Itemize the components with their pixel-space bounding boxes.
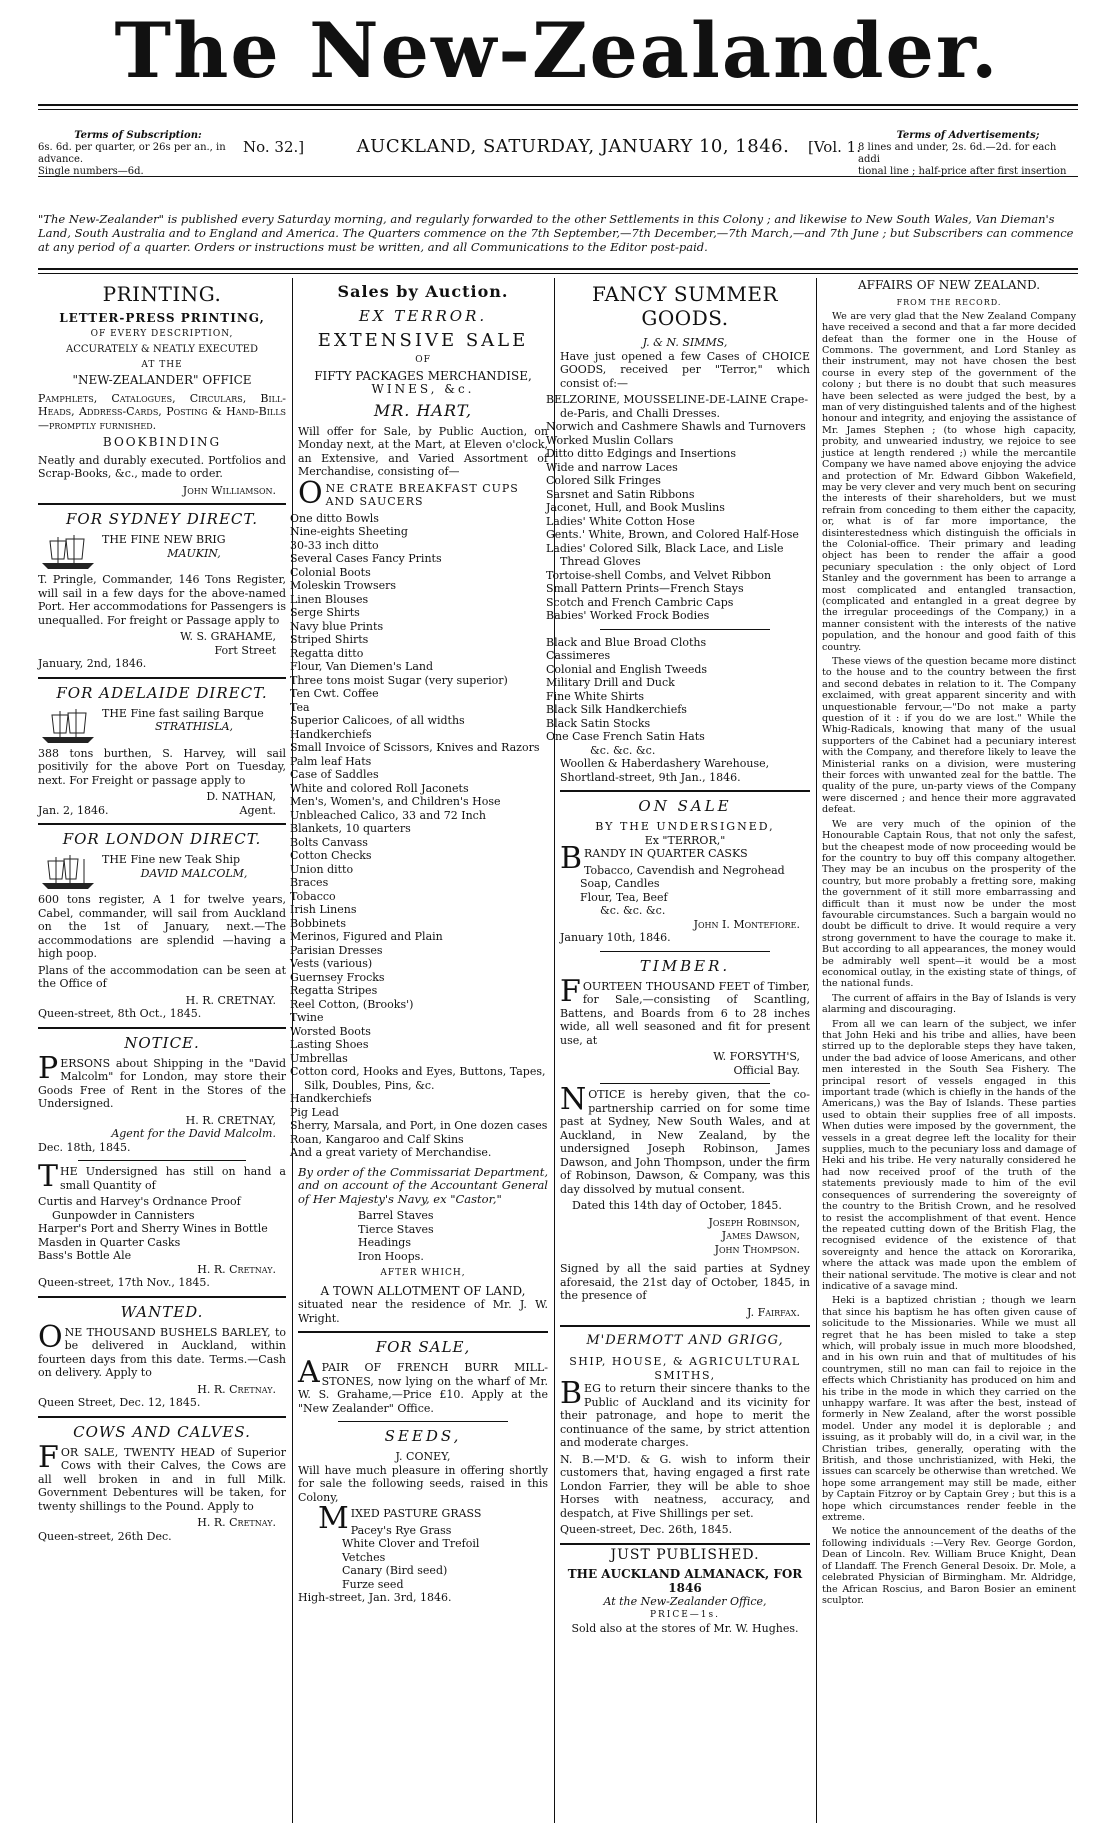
list-item: Ditto ditto Edgings and Insertions <box>546 447 737 460</box>
onsale-heading: ON SALE <box>638 797 732 815</box>
london-ship-name: DAVID MALCOLM, <box>140 866 248 880</box>
printing-office: "NEW-ZEALANDER" OFFICE <box>72 373 252 387</box>
volume-number: [Vol. 1. <box>808 138 861 156</box>
list-item: Guernsey Frocks <box>290 970 385 984</box>
wanted-heading: WANTED. <box>120 1302 204 1321</box>
list-item: Parisian Dresses <box>290 943 383 957</box>
ship-icon <box>38 707 98 747</box>
separator <box>38 823 286 825</box>
list-item: Black Satin Stocks <box>546 716 651 730</box>
list-item: BELZORINE, MOUSSELINE-DE-LAINE Crape-de-Paris, and Challi Dresses. <box>546 393 809 420</box>
adelaide-date-row <box>38 804 286 818</box>
list-item: Furze seed <box>342 1577 404 1591</box>
cows-signature: H. R. Cretnay. <box>197 1516 276 1529</box>
separator <box>78 1160 246 1161</box>
list-item: Unbleached Calico, 33 and 72 Inch <box>290 808 486 822</box>
fancy-etc: &c. &c. &c. <box>590 743 656 757</box>
list-item: Palm leaf Hats <box>290 754 372 768</box>
list-item: Ladies' White Cotton Hose <box>546 514 695 528</box>
london-signature: H. R. CRETNAY. <box>185 993 276 1007</box>
list-item: Umbrellas <box>290 1051 348 1065</box>
list-item: Men's, Women's, and Children's Hose <box>290 795 501 808</box>
list-item: Flour, Van Diemen's Land <box>290 660 433 673</box>
list-item: Vests (various) <box>290 957 373 970</box>
onsale-etc: &c. &c. &c. <box>600 904 666 917</box>
list-item: Superior Calicoes, of all widths <box>290 714 465 727</box>
list-item: Cotton cord, Hooks and Eyes, Buttons, Tapes, Silk, Doubles, Pins, &c. <box>290 1065 546 1092</box>
list-item: Case of Saddles <box>290 768 379 781</box>
list-item: Gents.' White, Brown, and Colored Half-Hose <box>546 528 799 541</box>
list-item: Colored Silk Fringes <box>546 474 661 487</box>
list-item: One ditto Bowls <box>290 511 379 525</box>
list-item: Tortoise-shell Combs, and Velvet Ribbon <box>546 568 772 582</box>
list-item: Regatta Stripes <box>290 984 378 997</box>
list-item: Harper's Port and Sherry Wines in Bottle <box>38 1222 268 1235</box>
list-item: White and colored Roll Jaconets <box>290 781 469 795</box>
notice-date: Dec. 18th, 1845. <box>38 1140 131 1154</box>
dateline: AUCKLAND, SATURDAY, JANUARY 10, 1846. <box>356 136 790 157</box>
separator <box>38 1296 286 1298</box>
list-item: Wide and narrow Laces <box>546 460 678 474</box>
masthead-title: The New-Zealander. <box>114 6 1000 95</box>
separator <box>600 951 770 952</box>
list-item: Fine White Shirts <box>546 689 645 703</box>
masthead-rule <box>38 104 1078 106</box>
list-item: Small Invoice of Scissors, Knives and Razors <box>290 741 540 754</box>
list-item: Cotton Checks <box>290 849 372 862</box>
published-sold: Sold also at the stores of Mr. W. Hughes. <box>571 1622 799 1635</box>
list-item: Curtis and Harvey's Ordnance Proof Gunpowder in Cannisters <box>38 1195 241 1222</box>
list-item: Military Drill and Duck <box>546 676 675 689</box>
sydney-body1: THE FINE NEW BRIG <box>102 533 226 546</box>
list-item: Twine <box>290 1011 324 1024</box>
article-paragraph: We are very much of the opinion of the Honourable Captain Rous, that not only the safest, but the cheapest mode of now proceeding would be for the country to buy off this company altogether. They may be an incubus on the prosperity of the country, but more probably a fretting sore, making the government of it still more embarrassing and difficult than it must now be under the most favourable circumstances. Such a bargain would no doubt be difficult to drive. It would require a very strong government to have the courage to make it. But according to all appearances, the money would be admirably well spent—it would be a most economical outlay, in the existing state of things, of the national funds. <box>822 818 1076 990</box>
list-item: Bobbinets <box>290 916 346 930</box>
bookbinding-heading: BOOKBINDING <box>102 435 222 449</box>
advertisement-terms-line2: tional line ; half-price after first insertion <box>858 166 1067 177</box>
list-item: Ladies' Colored Silk, Black Lace, and Lisle Thread Gloves <box>546 541 784 568</box>
notice-body: PERSONS about Shipping in the "David Malcolm" for London, may store their Goods Free of Rent in the Stores of the Undersigned. <box>38 1050 286 1110</box>
list-item: Bolts Canvass <box>290 835 368 849</box>
list-item: Linen Blouses <box>290 592 369 606</box>
article-paragraph: We notice the announcement of the deaths of the following individuals :—Very Rev. George Gordon, Dean of Lincoln. Rev. William Bruce Knight, Dean of Llandaff. The French General Desoix. Dr. Mole, a celebrated Physician of Birmingham. Mr. Aldridge, the African Roscius, and Baron Bosier an eminent sculptor. <box>822 1526 1076 1606</box>
onsale-date: January 10th, 1846. <box>560 931 671 944</box>
sydney-body2: T. Pringle, Commander, 146 Tons Register, will sail in a few days for the above-named Port. Her accommodations for Passengers is unequalled. For freight or Passage apply to <box>38 573 286 627</box>
list-item: Canary (Bird seed) <box>342 1564 448 1577</box>
list-item: Union ditto <box>290 862 354 876</box>
list-item: Masden in Quarter Casks <box>38 1235 181 1249</box>
separator <box>600 629 770 630</box>
ship-icon <box>38 853 98 893</box>
issue-number: No. 32.] <box>243 138 305 156</box>
sales-town: A TOWN ALLOTMENT OF LAND, <box>320 1283 526 1298</box>
sales-crate: ONE CRATE BREAKFAST CUPS AND SAUCERS <box>298 475 519 511</box>
printing-body: Pamphlets, Catalogues, Circulars, Bill-Heads, Address-Cards, Posting & Hand-Bills—promptly furnished. <box>38 391 286 432</box>
subscription-terms-line1: 6s. 6d. per quarter, or 26s per an., in advance. <box>38 142 226 165</box>
column-3 <box>546 278 810 1823</box>
fancy-body: Have just opened a few Cases of CHOICE GOODS, received per "Terror," which consist of:— <box>560 349 810 390</box>
seeds-body: Will have much pleasure in offering shortly for sale the following seeds, raised in this Colony, <box>298 1463 548 1504</box>
list-item: Merinos, Figured and Plain <box>290 930 443 943</box>
list-item: Soap, Candles <box>580 877 660 890</box>
notice-rule <box>38 268 1078 270</box>
printing-accurately: ACCURATELY & NEATLY EXECUTED <box>66 344 258 355</box>
forsale-heading: FOR SALE, <box>375 1338 471 1356</box>
seeds-first: MIXED PASTURE GRASS <box>318 1501 482 1536</box>
separator <box>338 1421 508 1422</box>
fancy-warehouse: Woollen & Haberdashery Warehouse, Shortland-street, 9th Jan., 1846. <box>560 757 770 784</box>
list-item: Tobacco <box>290 889 336 903</box>
article-paragraph: We are very glad that the New Zealand Company have received a second and that a far more decided defeat than the former one in the House of Commons. The government, and Lord Stanley as their instrument, may not have chosen the best course in every step of the government of the colony ; but there is no doubt that such measures have been selected as were judged the best, by a man of very distinguished talents and of the highest honour and integrity, and enjoying the assistance of Mr. James Stephen ; (to whose high capacity, probity, and unwearied industry, we rejoice to see justice at length rendered ;) while the mercantile Company we have named above enjoying the advice and protection of Mr. Edward Gibbon Wakefield, may be very clever and very much bent on securing the interests of their shareholders, but we must refrain from conceding to them either the capacity, or, what is of far more importance, the disinterestedness which distinguish the officials in the Colonial-office. Their primary and leading object has been to render the affair a good pecuniary speculation : the only object of Lord Stanley and the government has been to arrange a most complicated and entangled transaction, (complicated and entangled in a great degree by the irregular proceedings of the Company,) in a manner consistent with the interests of the native population, and the honour and good faith of this country. <box>822 310 1076 653</box>
advertisement-terms <box>858 130 1078 178</box>
separator <box>600 1083 770 1084</box>
list-item: Pig Lead <box>290 1105 339 1119</box>
adelaide-agent: Agent. <box>239 803 276 817</box>
sydney-signature: W. S. GRAHAME, <box>180 630 276 643</box>
list-item: Colonial and English Tweeds <box>546 662 708 676</box>
sales-byorder: By order of the Commissariat Department, and on account of the Accountant General of Her Majesty's Navy, ex "Castor," <box>298 1164 548 1206</box>
separator <box>38 677 286 679</box>
separator <box>560 1325 810 1327</box>
adelaide-body1: THE Fine fast sailing Barque <box>102 706 264 720</box>
mdermott-sub: SHIP, HOUSE, & AGRICULTURAL SMITHS, <box>569 1355 801 1382</box>
cows-body: FOR SALE, TWENTY HEAD of Superior Cows with their Calves, the Cows are all well broken in and in full Milk. Government Debentures will be taken, for twenty shillings to the Pound. Apply to <box>38 1439 286 1513</box>
timber-heading: TIMBER. <box>639 956 731 975</box>
copartner-signature: John Thompson. <box>714 1242 800 1256</box>
list-item: Ten Cwt. Coffee <box>290 687 379 700</box>
notice-heading: NOTICE. <box>124 1033 200 1052</box>
list-item: Sarsnet and Satin Ribbons <box>546 487 695 501</box>
sydney-heading: FOR SYDNEY DIRECT. <box>66 510 258 528</box>
affairs-article <box>822 311 1076 1607</box>
ship-icon <box>38 533 98 573</box>
publication-notice: "The New-Zealander" is published every Saturday morning, and regularly forwarded to the other Settlements in this Colony ; and likewise to New South Wales, Van Dieman's Land, South Australia and to England and America. The Quarters commence on the 7th September,—7th December,—7th March,—and 7th June ; but Subscribers can commence at any period of a quarter. Orders or instructions must be written, and all Communications to the Editor post-paid. <box>38 212 1074 254</box>
mdermott-heading: M'DERMOTT AND GRIGG, <box>586 1333 784 1348</box>
column-2 <box>290 278 548 1823</box>
copartner-dated: Dated this 14th day of October, 1845. <box>572 1199 782 1212</box>
adelaide-ship-name: STRATHISLA, <box>154 720 234 733</box>
printing-heading: PRINTING. <box>102 282 222 306</box>
seeds-name: J. CONEY, <box>395 1450 451 1463</box>
list-item: Scotch and French Cambric Caps <box>546 595 734 609</box>
copartner-signature: James Dawson, <box>721 1229 800 1242</box>
article-paragraph: Heki is a baptized christian ; though we learn that since his baptism he has often given cause of solicitude to the Missionaries. While we must all regret that he has been misled to take a step which, will probaly issue in much more bloodshed, and in his own ruin and that of multitudes of his countrymen, still no man can fail to rejoice in the effects which Christianity has produced on him and his tribe in the mode in which they carried on the unhappy warfare. It was after the best, instead of formerly in New Zealand, after the worst possible model. Under any model it is deplorable ; and issuing, as it probably will do, in a civil war, in the Christian tribes, generally, operating with the British, and those unchristianized, with Heki, the issues can scarcely be otherwise than wretched. We hope some arrangement may still be made, either by Captain Fitzroy or by Captain Grey ; but this is a hope which circumstances render feeble in the extreme. <box>822 1295 1076 1524</box>
separator <box>298 1331 548 1333</box>
list-item: Handkerchiefs <box>290 727 372 741</box>
subscription-terms-line2: Single numbers—6d. <box>38 166 144 177</box>
onsale-ex: Ex "TERROR," <box>644 833 726 847</box>
affairs-heading: AFFAIRS OF NEW ZEALAND. <box>857 278 1041 292</box>
onsale-by: BY THE UNDERSIGNED, <box>595 820 775 833</box>
list-item: Norwich and Cashmere Shawls and Turnovers <box>546 420 806 433</box>
onsale-list <box>560 864 810 905</box>
list-item: Three tons moist Sugar (very superior) <box>290 673 508 687</box>
sales-of: OF <box>415 355 431 365</box>
onsale-signature: John I. Montefiore. <box>693 917 800 931</box>
undersigned-signature: H. R. Cretnay. <box>197 1262 276 1276</box>
notice-signature: H. R. CRETNAY, <box>185 1113 276 1127</box>
advertisement-terms-heading: Terms of Advertisements; <box>896 130 1040 141</box>
fancy-items2-list <box>546 635 810 744</box>
timber-signature: W. FORSYTH'S, <box>713 1050 800 1063</box>
subscription-terms <box>38 130 238 178</box>
list-item: Pacey's Rye Grass <box>350 1523 452 1537</box>
list-item: Nine-eights Sheeting <box>290 525 408 538</box>
london-date: Queen-street, 8th Oct., 1845. <box>38 1007 202 1020</box>
notice-rule-thin <box>38 273 1078 274</box>
copartner-body: NOTICE is hereby given, that the co-partnership carried on for some time past at Sydney, New South Wales, and at Auckland, in New Zealand, by the undersigned Joseph Robinson, James Dawson, and John Thompson, under the firm of Robinson, Dawson, & Company, was this day dissolved by mutual consent. <box>560 1082 810 1196</box>
printing-signature: John Williamson. <box>182 483 276 497</box>
list-item: Headings <box>358 1236 411 1249</box>
london-body2: 600 tons register, A 1 for twelve years, Cabel, commander, will sail from Auckland on the 1st of January, next.—The accommodations are splendid —having a high poop. <box>38 893 286 960</box>
sydney-ship-name: MAUKIN, <box>167 546 221 560</box>
list-item: Tea <box>290 700 310 714</box>
list-item: Jaconet, Hull, and Book Muslins <box>546 501 725 514</box>
list-item: Serge Shirts <box>290 606 360 619</box>
list-item: Bass's Bottle Ale <box>38 1249 132 1262</box>
letterpress-heading: LETTER-PRESS PRINTING, <box>59 311 265 325</box>
timber-signature-place: Official Bay. <box>733 1063 800 1077</box>
list-item: Blankets, 10 quarters <box>290 822 411 835</box>
london-heading: FOR LONDON DIRECT. <box>62 830 262 848</box>
wanted-date: Queen Street, Dec. 12, 1845. <box>38 1396 201 1409</box>
list-item: White Clover and Trefoil <box>342 1537 480 1550</box>
subscription-terms-heading: Terms of Subscription: <box>74 130 202 141</box>
sales-after: AFTER WHICH, <box>380 1268 466 1278</box>
published-title: THE AUCKLAND ALMANACK, FOR 1846 <box>567 1567 803 1595</box>
list-item: Sherry, Marsala, and Port, in One dozen cases <box>290 1119 548 1132</box>
mdermott-body: BEG to return their sincere thanks to the Public of Auckland and its vicinity for their patronage, and hope to merit the continuance of the same, by strict attention and moderate charges. <box>560 1376 810 1449</box>
published-at: At the New-Zealander Office, <box>603 1595 767 1608</box>
list-item: Worked Muslin Collars <box>546 433 674 447</box>
list-item: Black Silk Handkerchiefs <box>546 703 687 716</box>
copartner-witness: J. Fairfax. <box>747 1305 800 1319</box>
notice-signature-agent: Agent for the David Malcolm. <box>111 1127 276 1140</box>
sales-body: Will offer for Sale, by Public Auction, on Monday next, at the Mart, at Eleven o'clock, an Extensive, and Varied Assortment of Merchandise, consisting of— <box>298 424 548 478</box>
list-item: Navy blue Prints <box>290 619 384 633</box>
list-item: Tierce Staves <box>358 1222 434 1236</box>
list-item: Handkerchiefs <box>290 1092 372 1105</box>
undersigned-date: Queen-street, 17th Nov., 1845. <box>38 1276 210 1289</box>
published-price: PRICE—1s. <box>649 1609 721 1620</box>
sales-hart: MR. HART, <box>373 400 473 420</box>
list-item: Small Pattern Prints—French Stays <box>546 582 744 595</box>
published-heading: JUST PUBLISHED. <box>610 1546 760 1563</box>
list-item: Moleskin Trowsers <box>290 579 397 592</box>
sales-fifty: FIFTY PACKAGES MERCHANDISE, <box>314 368 532 383</box>
forsale-body: APAIR OF FRENCH BURR MILL-STONES, now lying on the wharf of Mr. W. S. Grahame,—Price £10. Apply at the "New Zealander" Office. <box>298 1355 548 1415</box>
column-divider-3 <box>816 278 817 1823</box>
article-paragraph: These views of the question became more distinct to the house and to the country between the first and second debates in relation to it. The Company exclaimed, with great apparent sincerity and with unquestionable fervour,—"Do not make a party question of it : if you do we are lost." While the Whig-Radicals, knowing that many of the usual supporters of the Cabinet had a pecuniary interest with the Company, and therefore likely to leave the Ministerial ranks on a division, were mustering their forces with unwanted zeal for the battle. The quality of the pure, un-party views of the Company were discerned ; and hence their more aggravated defeat. <box>822 656 1076 816</box>
sydney-date: January, 2nd, 1846. <box>38 657 147 670</box>
affairs-from: FROM THE RECORD. <box>896 298 1002 308</box>
wanted-body: ONE THOUSAND BUSHELS BARLEY, to be delivered in Auckland, within fourteen days from this date. Terms.—Cash on delivery. Apply to <box>38 1319 286 1379</box>
list-item: Reel Cotton, (Brooks') <box>290 997 414 1011</box>
separator <box>38 1027 286 1029</box>
list-item: Roan, Kangaroo and Calf Skins <box>290 1132 464 1146</box>
mdermott-body2: N. B.—M'D. & G. wish to inform their customers that, having engaged a first rate London Farrier, they will be able to shoe Horses with neatness, accuracy, and despatch, at Five Shillings per set. <box>560 1452 810 1520</box>
list-item: And a great variety of Merchandise. <box>290 1146 492 1159</box>
masthead-rule-thin <box>38 109 1078 110</box>
list-item: Braces <box>290 876 329 889</box>
sales-heading: Sales by Auction. <box>337 282 509 301</box>
list-item: Vetches <box>342 1550 386 1564</box>
seeds-heading: SEEDS, <box>384 1427 462 1445</box>
bookbinding-body: Neatly and durably executed. Portfolios and Scrap-Books, &c., made to order. <box>38 453 286 480</box>
sydney-signature-street: Fort Street <box>214 643 276 657</box>
advertisement-terms-line1: 8 lines and under, 2s. 6d.—2d. for each addi <box>858 142 1057 165</box>
printing-atthe: AT THE <box>141 359 183 370</box>
sales-items2-list <box>298 1209 548 1263</box>
list-item: Lasting Shoes <box>290 1038 369 1051</box>
list-item: 30-33 inch ditto <box>290 538 379 552</box>
list-item: One Case French Satin Hats <box>546 730 705 743</box>
list-item: Irish Linens <box>290 903 357 916</box>
adelaide-date: Jan. 2, 1846. <box>38 803 109 817</box>
sales-wines: WINES, &c. <box>371 382 475 396</box>
fancy-items-list <box>546 393 810 623</box>
list-item: Worsted Boots <box>290 1024 371 1038</box>
sales-ex-terror: EX TERROR. <box>358 307 488 325</box>
list-item: Several Cases Fancy Prints <box>290 552 442 565</box>
separator <box>560 1543 810 1545</box>
list-item: Black and Blue Broad Cloths <box>546 635 707 649</box>
separator <box>38 503 286 505</box>
copartner-signed: Signed by all the said parties at Sydney aforesaid, the 21st day of October, 1845, in the presence of <box>560 1262 810 1302</box>
onsale-body: BRANDY IN QUARTER CASKS <box>560 841 748 876</box>
article-paragraph: From all we can learn of the subject, we infer that John Heki and his tribe and allies, have been stirred up to the deplorable steps they have taken, under the bad advice of loose Americans, and other men interested in the South Sea Fishery. The principal resort of vessels engaged in this important trade (which is chiefly in the hands of the Americans,) was the Bay of Islands. These parties used to obtain their supplies free of all imposts. When duties were imposed by the government, the vessels in a great degree left the locality for their supplies, much to the pecuniary loss and damage of Heki and his tribe. He very naturally considered he had now received proof of the truth of the statements previously made to him of the evil consequences of surrendering the sovereignty of the country to the British Crown, and he resolved to resist the accomplishment of that event. Hence the repeated cutting down of the British Flag, the recognised evidence of the existence of that sovereignty and hence the attack on Kororarika, where the attack was made upon the emblem of their national servitude. The motive is clear and not indicative of a savage mind. <box>822 1018 1076 1292</box>
copartner-signature: Joseph Robinson, <box>708 1215 800 1229</box>
adelaide-signature: D. NATHAN, <box>206 790 276 803</box>
sales-items-list <box>290 511 548 1160</box>
list-item: Babies' Worked Frock Bodies <box>546 609 710 622</box>
london-body3: Plans of the accommodation can be seen at the Office of <box>38 963 286 990</box>
list-item: Colonial Boots <box>290 565 371 579</box>
adelaide-body2: 388 tons burthen, S. Harvey, will sail positivily for the above Port on Tuesday, next. For Freight or passage apply to <box>38 746 286 787</box>
adelaide-heading: FOR ADELAIDE DIRECT. <box>56 683 268 702</box>
sales-town-body: situated near the residence of Mr. J. W. Wright. <box>298 1298 548 1325</box>
undersigned-body: THE Undersigned has still on hand a small Quantity of <box>38 1159 286 1194</box>
list-item: Tobacco, Cavendish and Negrohead <box>584 863 785 877</box>
undersigned-list <box>38 1195 286 1263</box>
list-item: Striped Shirts <box>290 633 369 646</box>
article-paragraph: The current of affairs in the Bay of Islands is very alarming and discouraging. <box>822 992 1076 1016</box>
list-item: Flour, Tea, Beef <box>580 890 668 904</box>
separator <box>38 1416 286 1418</box>
list-item: Cassimeres <box>546 649 611 662</box>
london-body1: THE Fine new Teak Ship <box>102 853 241 866</box>
column-1 <box>38 278 286 1823</box>
list-item: Iron Hoops. <box>358 1249 424 1263</box>
list-item: Barrel Staves <box>358 1209 434 1222</box>
seeds-date: High-street, Jan. 3rd, 1846. <box>298 1591 452 1604</box>
column-4 <box>822 278 1076 1823</box>
wanted-signature: H. R. Cretnay. <box>197 1382 276 1396</box>
info-bar <box>38 128 1078 177</box>
cows-heading: COWS AND CALVES. <box>73 1422 251 1441</box>
sales-extensive: EXTENSIVE SALE <box>317 330 529 351</box>
fancy-heading: FANCY SUMMER GOODS. <box>591 282 779 330</box>
timber-body: FOURTEEN THOUSAND FEET of Timber, for Sale,—consisting of Scantling, Battens, and Boards from 6 to 28 inches wide, all well seasoned and fit for present use, at <box>560 973 810 1047</box>
fancy-names: J. & N. SIMMS, <box>642 336 728 349</box>
cows-date: Queen-street, 26th Dec. <box>38 1529 172 1543</box>
infobar-rule <box>38 176 1078 177</box>
printing-every: OF EVERY DESCRIPTION, <box>90 328 234 339</box>
list-item: Regatta ditto <box>290 646 364 660</box>
separator <box>560 790 810 792</box>
mdermott-date: Queen-street, Dec. 26th, 1845. <box>560 1523 733 1536</box>
